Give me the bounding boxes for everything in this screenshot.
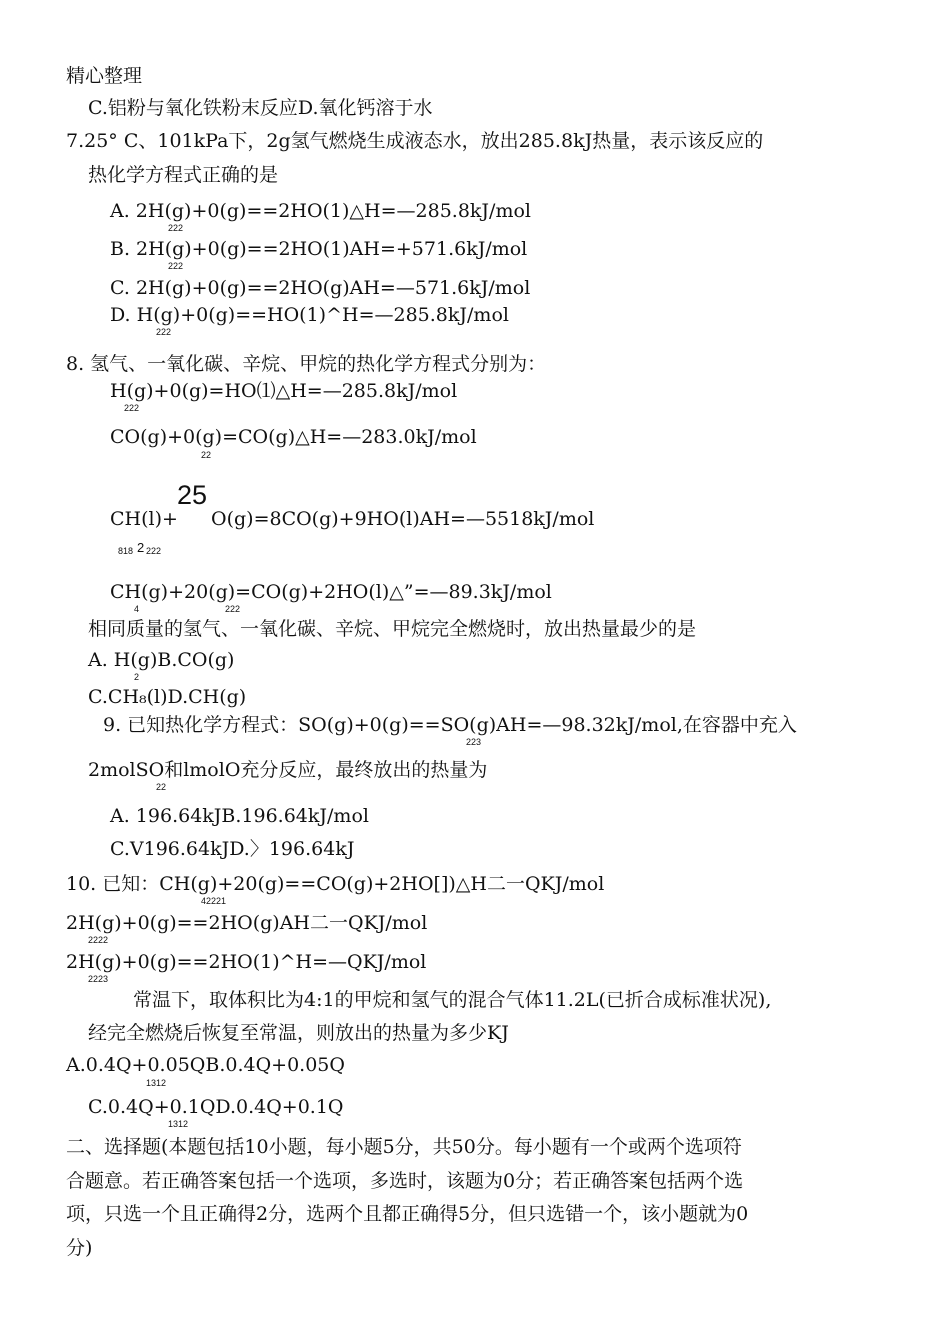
q8-options-ab: A. H(g)B.CO(g)	[88, 649, 235, 671]
q8-equation-3-subscript-c: 222	[146, 546, 162, 556]
q8-options-ab-subscript: 2	[134, 672, 140, 682]
q10-description-line1: 常温下，取体积比为4:1的甲烷和氢气的混合气体11.2L(已折合成标准状况),	[133, 989, 772, 1011]
q10-equation-3-subscript: 2223	[88, 974, 109, 984]
q10-stem-subscript: 42221	[201, 896, 227, 906]
q10-options-cd: C.0.4Q+0.1QD.0.4Q+0.1Q	[88, 1096, 344, 1118]
q7-option-c: C. 2H(g)+0(g)==2HO(g)AH=—571.6kJ/mol	[110, 277, 531, 299]
q7-stem-line1: 7.25° C、101kPa下，2g氢气燃烧生成液态水，放出285.8kJ热量，表示该反应的	[66, 130, 764, 152]
q9-stem-line2: 2molSO和lmolO充分反应，最终放出的热量为	[88, 759, 488, 781]
q7-option-b: B. 2H(g)+0(g)==2HO(1)AH=+571.6kJ/mol	[110, 238, 528, 260]
q10-equation-3: 2H(g)+0(g)==2HO(1)^H=—QKJ/mol	[66, 951, 427, 973]
q8-equation-4-subscript-a: 4	[134, 604, 140, 614]
section-2-line3: 项，只选一个且正确得2分，选两个且都正确得5分，但只选错一个，该小题就为0	[66, 1203, 749, 1225]
q7-stem-line2: 热化学方程式正确的是	[88, 164, 279, 186]
q8-equation-3-left: CH(l)+	[110, 508, 178, 530]
q8-equation-3-right: O(g)=8CO(g)+9HO(l)AH=—5518kJ/mol	[211, 508, 595, 530]
q7-option-a: A. 2H(g)+0(g)==2HO(1)△H=—285.8kJ/mol	[110, 200, 531, 222]
q8-equation-3-coefficient: 25	[177, 480, 208, 510]
q7-option-d: D. H(g)+0(g)==HO(1)^H=—285.8kJ/mol	[110, 304, 509, 326]
q8-equation-1-subscript: 222	[124, 403, 140, 413]
q8-equation-2: CO(g)+0(g)=CO(g)△H=—283.0kJ/mol	[110, 426, 477, 448]
q8-question: 相同质量的氢气、一氧化碳、辛烷、甲烷完全燃烧时，放出热量最少的是	[88, 618, 697, 640]
q8-equation-1: H(g)+0(g)=HO⑴△H=—285.8kJ/mol	[110, 380, 458, 402]
q8-stem: 8. 氢气、一氧化碳、辛烷、甲烷的热化学方程式分别为：	[66, 353, 547, 375]
q7-option-d-subscript: 222	[156, 327, 172, 337]
q10-description-line2: 经完全燃烧后恢复至常温，则放出的热量为多少KJ	[88, 1022, 509, 1044]
section-2-line1: 二、选择题(本题包括10小题，每小题5分，共50分。每小题有一个或两个选项符	[66, 1136, 742, 1158]
page-header: 精心整理	[66, 65, 143, 87]
q8-equation-2-subscript: 22	[201, 450, 212, 460]
q9-stem-line2-subscript: 22	[156, 782, 167, 792]
q8-equation-4: CH(g)+20(g)=CO(g)+2HO(l)△”=—89.3kJ/mol	[110, 581, 552, 603]
q10-options-ab: A.0.4Q+0.05QB.0.4Q+0.05Q	[66, 1054, 345, 1076]
q10-equation-2: 2H(g)+0(g)==2HO(g)AH二一QKJ/mol	[66, 912, 428, 934]
q10-options-ab-subscript: 1312	[146, 1078, 167, 1088]
q7-option-a-subscript: 222	[168, 223, 184, 233]
q6-options-cd: C.铝粉与氧化铁粉末反应D.氧化钙溶于水	[88, 97, 433, 119]
q9-stem-subscript: 223	[466, 737, 482, 747]
q9-stem-line1: 9. 已知热化学方程式：SO(g)+0(g)==SO(g)AH=—98.32kJ/mol,在容器中充入	[103, 714, 797, 736]
q8-equation-3-subscript-b: 2	[137, 540, 145, 555]
q8-options-cd: C.CH₈(l)D.CH(g)	[88, 686, 247, 708]
q10-options-cd-subscript: 1312	[168, 1119, 189, 1129]
q8-equation-4-subscript-b: 222	[225, 604, 241, 614]
q8-equation-3-subscript-a: 818	[118, 546, 134, 556]
q9-options-cd: C.V196.64kJD.〉196.64kJ	[110, 838, 355, 860]
section-2-line2: 合题意。若正确答案包括一个选项，多选时，该题为0分；若正确答案包括两个选	[66, 1170, 744, 1192]
q7-option-b-subscript: 222	[168, 261, 184, 271]
section-2-line4: 分)	[66, 1237, 93, 1259]
q10-equation-2-subscript: 2222	[88, 935, 109, 945]
q9-options-ab: A. 196.64kJB.196.64kJ/mol	[110, 805, 369, 827]
q10-stem: 10. 已知：CH(g)+20(g)==CO(g)+2HO[])△H二一QKJ/mol	[66, 873, 605, 895]
